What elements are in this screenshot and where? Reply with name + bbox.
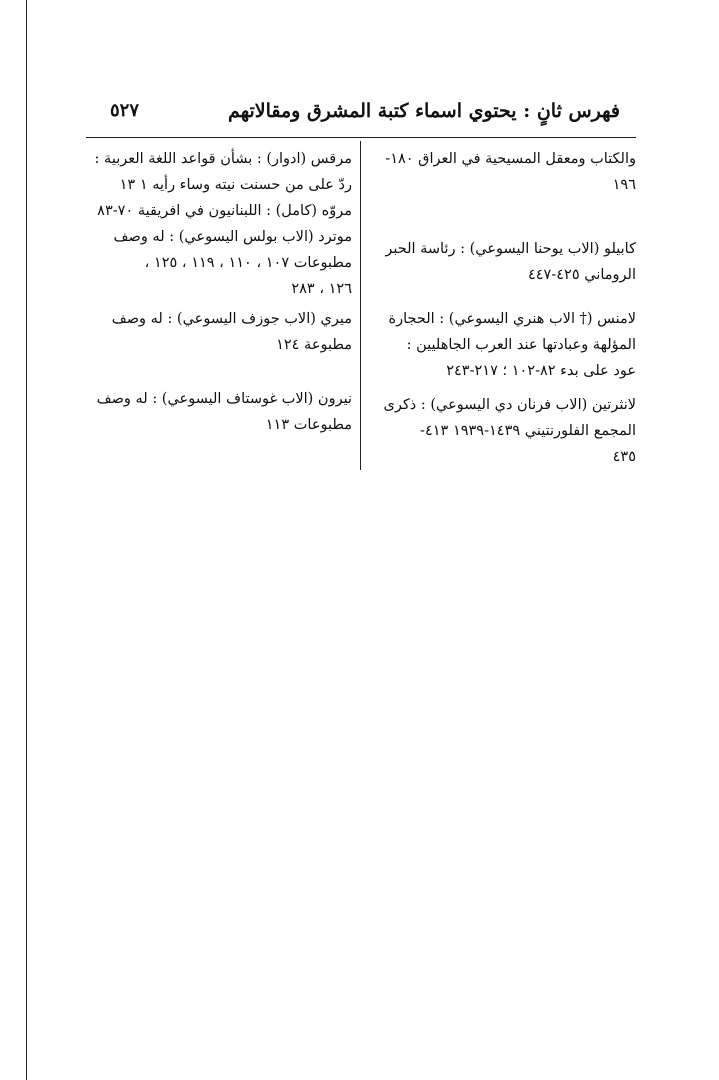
entry-line: مرقس (ادوار) : بشأن قواعد اللغة العربية : bbox=[94, 151, 352, 167]
entry-line: كابيلو (الاب يوحنا اليسوعي) : رئاسة الحبر bbox=[385, 241, 636, 257]
index-entry bbox=[372, 236, 636, 288]
entry-line: والكتاب ومعقل المسيحية في العراق ١٨٠- bbox=[385, 151, 636, 167]
entry-line: ١٢٦ ، ٢٨٣ bbox=[291, 281, 352, 297]
index-entry bbox=[90, 306, 352, 358]
index-entry bbox=[90, 198, 352, 224]
entry-line: مطبوعة ١٢٤ bbox=[276, 337, 352, 353]
entry-line: ١٩٦ bbox=[612, 177, 636, 193]
entry-line: لامنس († الاب هنري اليسوعي) : الحجارة bbox=[388, 311, 636, 327]
page-header bbox=[110, 100, 620, 134]
index-entry bbox=[90, 146, 352, 198]
entry-line: الروماني ٤٢٥-٤٤٧ bbox=[527, 267, 636, 283]
entry-line: مطبوعات ١١٣ bbox=[265, 417, 352, 433]
entry-line: مروّه (كامل) : اللبنانيون في افريقية ٧٠-٨٣ bbox=[97, 203, 352, 219]
entry-line: موترد (الاب بولس اليسوعي) : له وصف bbox=[113, 229, 352, 245]
entry-line: المؤلهة وعبادتها عند العرب الجاهليين : bbox=[406, 337, 636, 353]
index-entry bbox=[372, 306, 636, 384]
index-entry bbox=[90, 224, 352, 302]
entry-line: المجمع الفلورنتيني ١٤٣٩-١٩٣٩ ٤١٣- bbox=[420, 423, 636, 439]
page-number: ٥٢٧ bbox=[110, 100, 140, 121]
index-entry bbox=[90, 386, 352, 438]
entry-line: ٤٣٥ bbox=[612, 449, 636, 465]
page-edge-line bbox=[26, 0, 27, 1080]
entry-line: لانثرتين (الاب فرنان دي اليسوعي) : ذكرى bbox=[383, 397, 636, 413]
index-entry bbox=[372, 146, 636, 198]
running-title: فهرس ثانٍ : يحتوي اسماء كتبة المشرق ومقالاتهم bbox=[228, 100, 620, 122]
entry-line: عود على بدء ٨٢-١٠٢ ؛ ٢١٧-٢٤٣ bbox=[446, 363, 636, 379]
column-divider bbox=[360, 141, 361, 470]
entry-line: نيرون (الاب غوستاف اليسوعي) : له وصف bbox=[96, 391, 352, 407]
entry-line: مطبوعات ١٠٧ ، ١١٠ ، ١١٩ ، ١٢٥ ، bbox=[144, 255, 352, 271]
index-column-right bbox=[372, 146, 636, 478]
index-entry bbox=[372, 392, 636, 470]
entry-line: ردّ على من حسنت نيته وساء رأيه ١ ١٣ bbox=[119, 177, 352, 193]
entry-line: ميري (الاب جوزف اليسوعي) : له وصف bbox=[111, 311, 352, 327]
header-rule bbox=[86, 137, 636, 138]
index-column-left bbox=[90, 146, 352, 446]
